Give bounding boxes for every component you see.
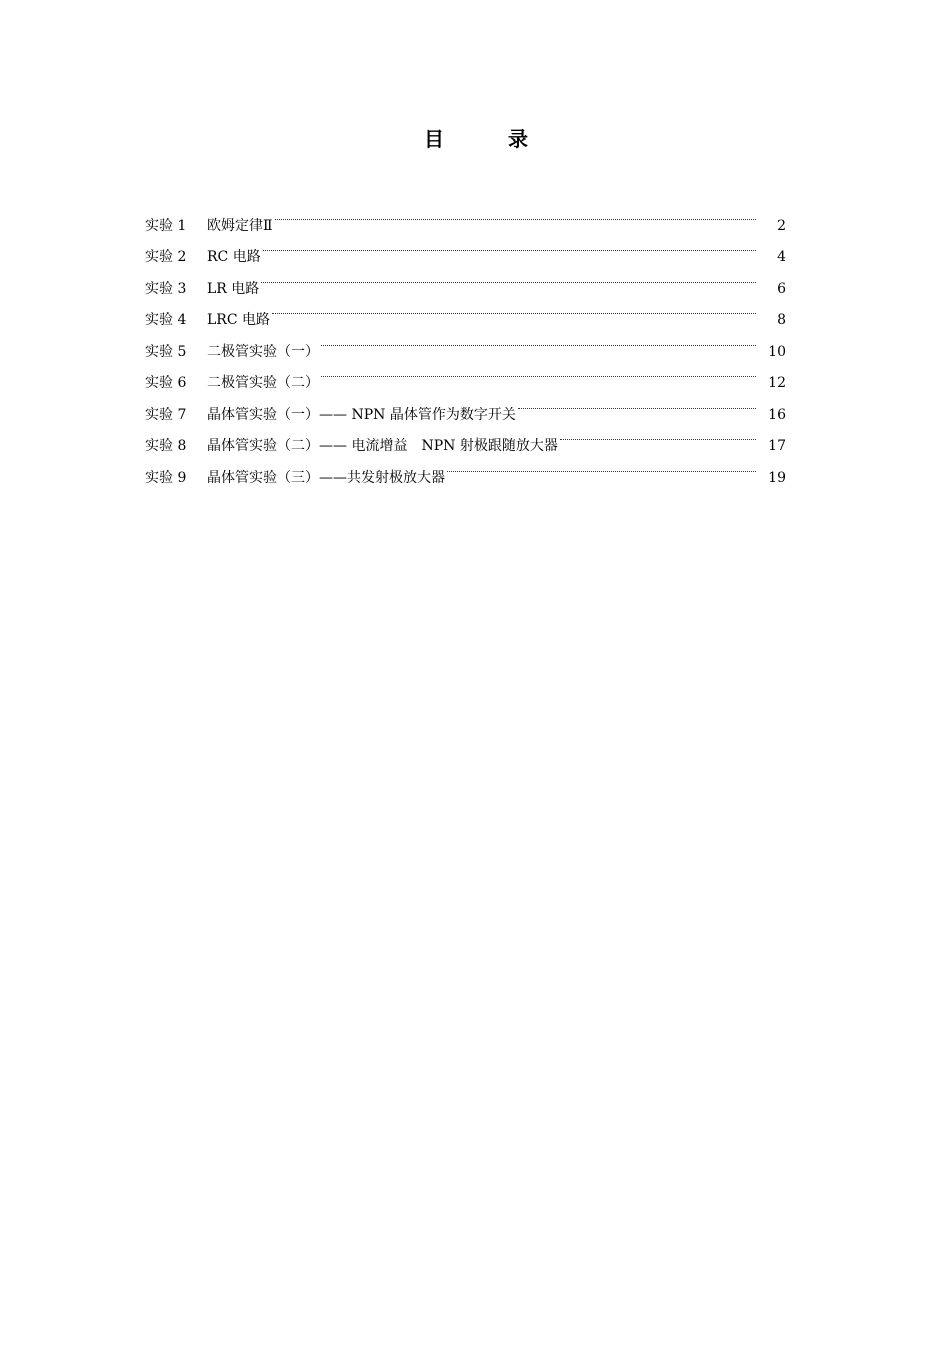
toc-entry-page: 2 [777, 217, 786, 234]
toc-entry[interactable] [145, 198, 786, 234]
toc-entry-page: 17 [768, 438, 786, 454]
toc-entry-number: 实验 1 [145, 217, 187, 234]
toc-entry-title: LRC 电路 [207, 312, 270, 328]
toc-entry-title: 二极管实验（二） [207, 375, 319, 391]
dot-leader [261, 261, 756, 293]
toc-entry-number: 实验 4 [145, 312, 187, 328]
toc-entry-number: 实验 8 [145, 438, 187, 454]
toc-entry-title: 晶体管实验（一）—— NPN 晶体管作为数字开关 [207, 406, 516, 423]
toc-entry-title: 晶体管实验（二）—— 电流增益 NPN 射极跟随放大器 [207, 438, 558, 454]
toc-entry-title: RC 电路 [207, 249, 261, 265]
toc-entry-page: 12 [768, 375, 786, 391]
toc-entry-title: LR 电路 [207, 280, 260, 297]
toc-entry-page: 10 [768, 343, 786, 360]
toc-entry-page: 4 [777, 249, 786, 265]
toc-entry-page: 16 [768, 406, 786, 423]
dot-leader [447, 450, 756, 482]
toc-entry-title: 晶体管实验（三）——共发射极放大器 [207, 469, 445, 486]
toc-entry-page: 8 [777, 312, 786, 328]
page-title: 目 录 [424, 127, 550, 151]
dot-leader [272, 293, 756, 325]
toc-entry-title: 二极管实验（一） [207, 343, 319, 360]
dot-leader [321, 356, 756, 388]
toc-entry-page: 6 [777, 280, 786, 297]
toc-entry-number: 实验 7 [145, 406, 187, 423]
dot-leader [275, 198, 756, 230]
toc-entry-page: 19 [768, 469, 786, 486]
toc-entry-number: 实验 5 [145, 343, 187, 360]
toc-entry-number: 实验 9 [145, 469, 187, 486]
dot-leader [560, 419, 756, 451]
dot-leader [263, 230, 756, 262]
toc-entry-number: 实验 3 [145, 280, 187, 297]
toc-entry-title: 欧姆定律Ⅱ [207, 217, 273, 234]
toc-entry-number: 实验 6 [145, 375, 187, 391]
toc-entry-number: 实验 2 [145, 249, 187, 265]
dot-leader [518, 387, 756, 419]
table-of-contents [145, 198, 786, 486]
dot-leader [321, 324, 756, 356]
